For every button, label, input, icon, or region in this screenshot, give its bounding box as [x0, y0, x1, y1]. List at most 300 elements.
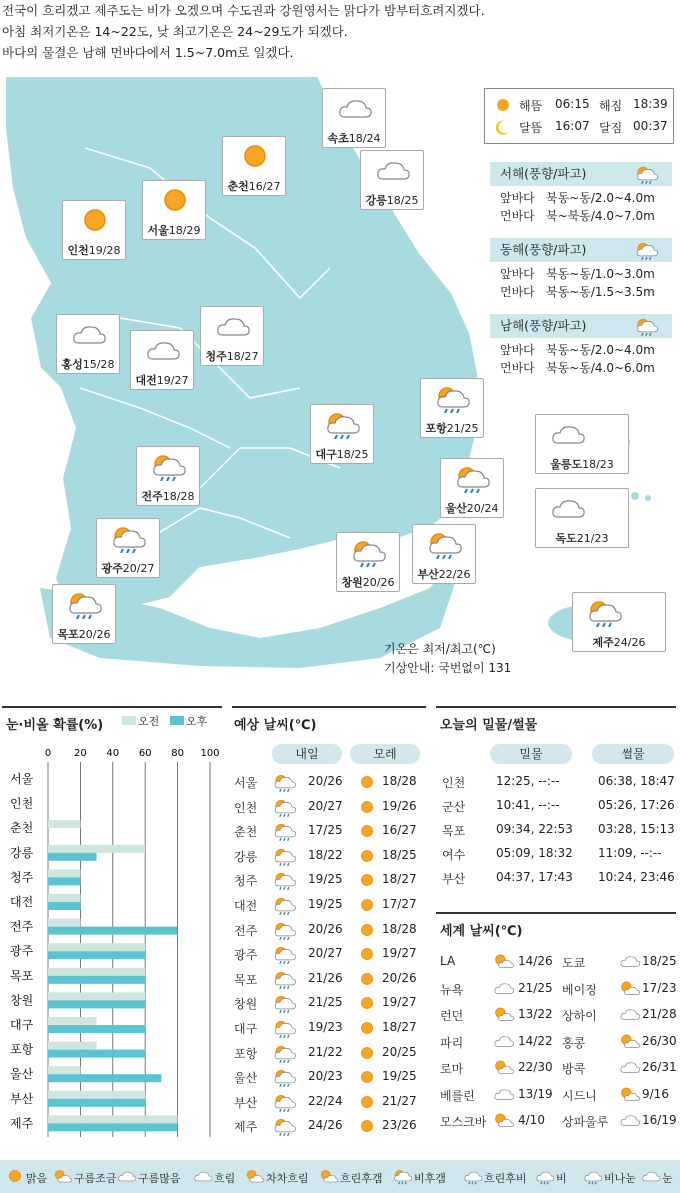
forecast-rule — [232, 706, 426, 708]
legend-item: 차차흐림 — [266, 1172, 309, 1185]
partly-rain-icon — [272, 870, 298, 890]
forecast-tomorrow: 17/25 — [308, 823, 343, 838]
map-city-temp: 20/24 — [466, 502, 499, 515]
forecast-dayafter: 19/25 — [382, 1069, 417, 1084]
map-city-name: 제주 — [592, 636, 614, 649]
world-t1: 21/25 — [518, 980, 553, 995]
bar-pm — [48, 853, 97, 861]
category-label: 강릉 — [10, 845, 34, 860]
chart-rule — [2, 706, 222, 708]
map-city-18 — [572, 592, 666, 652]
partly-cloudy-icon — [492, 1111, 516, 1129]
map-city-13 — [412, 524, 476, 584]
sunny-icon — [356, 895, 378, 915]
moonset-time: 00:37 — [633, 119, 668, 133]
sun-icon — [495, 97, 511, 113]
sunrise-label: 해뜸 — [519, 99, 543, 113]
tide-city: 목포 — [442, 824, 466, 838]
sunny-icon — [4, 1167, 26, 1185]
forecast-city: 포항 — [234, 1046, 258, 1061]
map-city-name: 목포 — [57, 628, 79, 641]
world-title: 세계 날씨(℃) — [440, 924, 523, 939]
forecast-dayafter: 17/27 — [382, 897, 417, 911]
forecast-city: 제주 — [234, 1120, 258, 1135]
bar-am — [48, 1042, 97, 1050]
partly-rain-icon — [272, 772, 298, 792]
sunny-icon — [155, 185, 195, 215]
map-city-name: 대전 — [135, 374, 157, 387]
bar-am — [48, 869, 80, 877]
bar-am — [48, 1066, 80, 1074]
bar-am — [48, 1091, 145, 1099]
map-city-6 — [200, 306, 264, 366]
world-t2: 26/31 — [642, 1060, 677, 1074]
partly-cloudy-icon — [52, 1167, 74, 1185]
map-city-3 — [142, 180, 206, 240]
cloudy-icon — [618, 1005, 642, 1023]
world-t2: 26/30 — [642, 1033, 677, 1048]
world-t1: 14/26 — [518, 954, 553, 968]
cloudy-icon — [192, 1167, 214, 1185]
partly-rain-icon — [272, 1067, 298, 1087]
tide-title: 오늘의 밀물/썰물 — [440, 718, 538, 733]
forecast-city: 부산 — [234, 1095, 258, 1110]
map-city-name: 속초 — [327, 132, 349, 145]
world-t2: 16/19 — [642, 1113, 677, 1127]
world-t1: 4/10 — [518, 1113, 545, 1127]
forecast-row — [232, 819, 420, 843]
forecast-dayafter: 19/26 — [382, 798, 417, 813]
legend-item: 비후갬 — [414, 1172, 446, 1185]
world-c2: 방콕 — [562, 1062, 586, 1076]
legend-item: 흐림 — [214, 1172, 236, 1185]
partly-rain-icon — [272, 821, 298, 841]
forecast-row — [232, 991, 420, 1015]
forecast-title: 예상 날씨(℃) — [234, 718, 317, 733]
category-label: 인천 — [10, 796, 34, 811]
category-label: 제주 — [10, 1116, 34, 1131]
partly-rain-icon — [634, 240, 660, 260]
partly-cloudy-icon — [492, 1058, 516, 1076]
forecast-col-dayafter: 모레 — [350, 744, 420, 764]
cloudy-icon — [618, 1058, 642, 1076]
bar-am — [48, 820, 80, 828]
map-city-name: 창원 — [341, 576, 363, 589]
forecast-tomorrow: 20/23 — [308, 1069, 343, 1084]
forecast-city: 인천 — [234, 800, 258, 815]
map-city-name: 강릉 — [365, 194, 387, 207]
world-row — [438, 1001, 678, 1027]
tide-row — [440, 794, 676, 818]
forecast-dayafter: 18/27 — [382, 1020, 417, 1034]
legend-item: 구름조금 — [74, 1172, 117, 1185]
sunny-icon — [356, 969, 378, 989]
forecast-tomorrow: 22/24 — [308, 1093, 343, 1108]
bar-pm — [48, 1050, 145, 1058]
forecast-tomorrow: 20/27 — [308, 946, 343, 961]
map-city-temp: 15/28 — [82, 358, 115, 371]
bar-am — [48, 1017, 97, 1025]
world-c1: 런던 — [440, 1009, 464, 1023]
map-city-name: 포항 — [425, 422, 447, 435]
forecast-dayafter: 20/25 — [382, 1044, 417, 1059]
map-city-temp: 19/28 — [88, 244, 121, 257]
forecast-city: 창원 — [234, 997, 258, 1012]
category-label: 부산 — [10, 1091, 34, 1106]
bar-am — [48, 968, 145, 976]
bar-am — [48, 1115, 178, 1123]
legend-item: 흐린후갬 — [340, 1172, 383, 1185]
partly-cloudy-icon — [492, 952, 516, 970]
moonrise-label: 달뜸 — [519, 121, 543, 135]
sunny-icon — [356, 1116, 378, 1136]
bar-pm — [48, 927, 178, 935]
partly-rain-icon — [272, 1092, 298, 1112]
forecast-row — [232, 770, 420, 794]
forecast-dayafter: 23/26 — [382, 1118, 417, 1133]
forecast-dayafter: 19/27 — [382, 995, 417, 1010]
forecast-tomorrow: 21/26 — [308, 970, 343, 985]
bar-pm — [48, 877, 80, 885]
forecast-tomorrow: 21/22 — [308, 1044, 343, 1059]
tide-high: 09:34, 22:53 — [496, 822, 573, 836]
forecast-dayafter: 18/28 — [382, 921, 417, 936]
map-city-temp: 18/24 — [348, 132, 381, 145]
category-label: 포항 — [10, 1042, 34, 1057]
partly-rain-icon — [272, 1018, 298, 1038]
forecast-city: 목포 — [234, 972, 258, 987]
sunny-icon — [356, 1018, 378, 1038]
map-city-temp: 16/27 — [248, 180, 281, 193]
sunrise-time: 06:15 — [555, 97, 590, 111]
map-city-temp: 20/26 — [362, 576, 395, 589]
tide-col-high: 밀물 — [490, 744, 572, 764]
tide-high: 04:37, 17:43 — [496, 870, 573, 884]
tide-city: 부산 — [442, 872, 466, 886]
bar-am — [48, 919, 80, 927]
forecast-city: 전주 — [234, 923, 258, 938]
map-city-name: 광주 — [101, 562, 123, 575]
world-c1: 베를린 — [440, 1088, 475, 1103]
forecast-tomorrow: 20/27 — [308, 798, 343, 813]
world-t2: 21/28 — [642, 1007, 677, 1021]
tide-low: 05:26, 17:26 — [598, 798, 675, 812]
world-c2: 도쿄 — [562, 956, 586, 970]
x-tick-80: 80 — [171, 748, 184, 759]
map-city-temp: 20/26 — [78, 628, 111, 641]
bar-pm — [48, 1025, 145, 1033]
map-city-name: 독도 — [555, 532, 577, 545]
partly-rain-icon — [272, 846, 298, 866]
sea-far-value: 북~북동/4.0~7.0m — [546, 209, 655, 223]
partly-rain-icon — [109, 523, 149, 553]
category-label: 대전 — [10, 895, 34, 909]
forecast-tomorrow: 20/26 — [308, 921, 343, 936]
map-city-16 — [535, 414, 629, 474]
map-city-temp: 18/25 — [386, 194, 419, 207]
forecast-city: 서울 — [234, 776, 258, 790]
bar-pm — [48, 1000, 145, 1008]
partly-rain-icon — [272, 944, 298, 964]
map-city-17 — [535, 488, 629, 548]
tide-low: 06:38, 18:47 — [598, 774, 675, 788]
forecast-row — [232, 1065, 420, 1089]
world-t1: 14/22 — [518, 1033, 553, 1048]
partly-rain-icon — [585, 597, 625, 627]
sea-far_label: 먼바다 — [500, 209, 535, 223]
sunset-time: 18:39 — [633, 97, 668, 111]
tide-row — [440, 818, 676, 842]
partly-rain-icon — [634, 316, 660, 336]
partly-rain-icon — [272, 797, 298, 817]
world-c2: 상파울루 — [562, 1115, 609, 1129]
sunny-icon — [356, 993, 378, 1013]
sunny-icon — [356, 846, 378, 866]
world-c1: 모스크바 — [440, 1115, 487, 1129]
forecast-city: 대구 — [234, 1022, 258, 1036]
sea-far_label: 먼바다 — [500, 285, 535, 299]
legend-item: 비나눈 — [604, 1172, 636, 1185]
cloudy-icon — [116, 1167, 138, 1185]
sunny-icon — [356, 1067, 378, 1087]
world-c2: 베이징 — [562, 982, 597, 997]
map-city-15 — [52, 584, 116, 644]
rain-icon — [534, 1167, 556, 1185]
sunset-label: 해짐 — [599, 99, 623, 113]
world-row — [438, 1028, 678, 1054]
sunny-icon — [356, 797, 378, 817]
sunny-icon — [356, 1092, 378, 1112]
world-t2: 18/25 — [642, 954, 677, 968]
tide-rule — [436, 706, 676, 708]
tide-row — [440, 842, 676, 866]
sea-front-value: 북동~동/1.0~3.0m — [546, 267, 655, 281]
tide-col-low: 썰물 — [592, 744, 674, 764]
bar-pm — [48, 976, 145, 984]
partly-cloudy-icon — [618, 979, 642, 997]
world-rule — [436, 912, 676, 914]
legend-pm-label: 오후 — [186, 715, 208, 728]
world-c2: 홍콩 — [562, 1035, 586, 1050]
forecast-city: 광주 — [234, 948, 258, 963]
forecast-tomorrow: 24/26 — [308, 1118, 343, 1133]
cloudy-icon — [640, 1167, 662, 1185]
map-city-name: 인천 — [67, 244, 89, 257]
legend-pm-swatch — [170, 716, 184, 725]
sea-front_label: 앞바다 — [500, 343, 535, 357]
world-t2: 17/23 — [642, 980, 677, 995]
world-t1: 13/22 — [518, 1007, 553, 1021]
map-city-name: 울릉도 — [550, 458, 583, 471]
tide-high: 05:09, 18:32 — [496, 846, 573, 860]
sea-far_label: 먼바다 — [500, 361, 535, 375]
partly-rain-icon — [272, 1116, 298, 1136]
sea-far-value: 북동~동/1.5~3.5m — [546, 285, 655, 299]
cloudy-icon — [373, 155, 413, 185]
headline-line-1: 전국이 흐리겠고 제주도는 비가 오겠으며 수도권과 강원영서는 맑다가 밤부터흐려지겠다. — [2, 3, 485, 18]
partly-rain-icon — [272, 1043, 298, 1063]
category-label: 창원 — [10, 993, 34, 1008]
sea-title-2: 남해(풍향/파고) — [490, 314, 672, 338]
forecast-dayafter: 21/27 — [382, 1093, 417, 1108]
forecast-col-tomorrow: 내일 — [272, 744, 342, 764]
world-c2: 시드니 — [562, 1088, 597, 1103]
sunny-icon — [356, 1043, 378, 1063]
forecast-tomorrow: 19/25 — [308, 897, 343, 911]
sunny-icon — [75, 205, 115, 235]
tide-row — [440, 866, 676, 890]
map-city-14 — [336, 532, 400, 592]
sea-far-value: 북동~동/4.0~6.0m — [546, 361, 655, 375]
partly-cloudy-icon — [244, 1167, 266, 1185]
partly-cloudy-icon — [618, 1032, 642, 1050]
sunny-icon — [356, 944, 378, 964]
cloudy-icon — [618, 952, 642, 970]
x-tick-20: 20 — [74, 748, 87, 759]
forecast-dayafter: 18/28 — [382, 774, 417, 788]
partly-rain-icon — [433, 383, 473, 413]
category-label: 대구 — [10, 1018, 34, 1032]
map-city-7 — [130, 330, 194, 390]
map-city-12 — [96, 518, 160, 578]
bar-pm — [48, 1099, 145, 1107]
forecast-tomorrow: 21/25 — [308, 995, 343, 1010]
legend-am-swatch — [122, 716, 136, 725]
map-city-temp: 24/26 — [613, 636, 646, 649]
sun-moon-box — [484, 88, 674, 144]
rain-icon — [582, 1167, 604, 1185]
tide-low: 10:24, 23:46 — [598, 870, 675, 884]
icon-legend — [0, 1160, 680, 1193]
map-city-temp: 21/23 — [576, 532, 609, 545]
map-city-temp: 18/25 — [336, 448, 369, 461]
headline-line-2: 아침 최저기온은 14~22도, 낮 최고기온은 24~29도가 되겠다. — [2, 24, 348, 39]
forecast-tomorrow: 19/23 — [308, 1020, 343, 1034]
category-label: 서울 — [10, 772, 34, 786]
cloudy-icon — [618, 1111, 642, 1129]
world-row — [438, 975, 678, 1001]
sea-front_label: 앞바다 — [500, 267, 535, 281]
chart-title: 눈·비올 확률(%) — [6, 718, 104, 733]
tide-low: 03:28, 15:13 — [598, 822, 675, 836]
forecast-city: 울산 — [234, 1071, 258, 1086]
cloudy-icon — [492, 1085, 516, 1103]
forecast-city: 강릉 — [234, 849, 258, 864]
map-city-name: 전주 — [141, 490, 163, 503]
map-note-1: 기온은 최저/최고(℃) — [384, 642, 496, 656]
map-city-temp: 18/23 — [582, 458, 614, 471]
world-row — [438, 1107, 678, 1133]
partly-cloudy-icon — [618, 1085, 642, 1103]
x-tick-100: 100 — [200, 748, 220, 759]
moonset-label: 달짐 — [599, 121, 623, 135]
forecast-row — [232, 1114, 420, 1138]
map-city-temp: 21/25 — [446, 422, 479, 435]
headline-line-3: 바다의 물결은 남해 먼바다에서 1.5~7.0m로 일겠다. — [2, 45, 294, 60]
x-tick-40: 40 — [106, 748, 120, 759]
cloudy-icon — [143, 335, 183, 365]
forecast-dayafter: 20/26 — [382, 970, 417, 985]
cloudy-icon — [69, 319, 109, 349]
category-label: 울산 — [10, 1067, 34, 1082]
rain-icon — [462, 1167, 484, 1185]
forecast-dayafter: 19/27 — [382, 946, 417, 961]
forecast-row — [232, 1041, 420, 1065]
forecast-dayafter: 18/25 — [382, 847, 417, 862]
forecast-row — [232, 868, 420, 892]
tide-row — [440, 770, 676, 794]
world-t2: 9/16 — [642, 1086, 669, 1101]
map-city-temp: 22/26 — [438, 568, 471, 581]
map-city-name: 대구 — [315, 448, 337, 461]
map-city-9 — [310, 404, 374, 464]
map-note-2: 기상안내: 국번없이 131 — [384, 661, 512, 675]
tide-city: 군산 — [442, 800, 466, 814]
forecast-row — [232, 893, 420, 917]
cloudy-icon — [492, 979, 516, 997]
forecast-row — [232, 795, 420, 819]
map-city-2 — [360, 150, 424, 210]
precip-chart — [0, 740, 225, 1150]
partly-rain-icon — [392, 1167, 414, 1185]
world-row — [438, 1081, 678, 1107]
category-label: 광주 — [10, 944, 34, 959]
map-city-temp: 20/27 — [122, 562, 155, 575]
sunny-icon — [356, 821, 378, 841]
category-label: 목포 — [10, 968, 34, 983]
map-city-11 — [440, 458, 504, 518]
x-tick-0: 0 — [44, 748, 52, 759]
map-city-temp: 18/27 — [226, 350, 259, 363]
forecast-dayafter: 16/27 — [382, 823, 417, 838]
category-label: 춘천 — [10, 821, 34, 836]
map-city-temp: 19/27 — [156, 374, 189, 387]
world-row — [438, 948, 678, 974]
partly-rain-icon — [272, 920, 298, 940]
map-city-10 — [136, 446, 200, 506]
sunny-icon — [356, 920, 378, 940]
bar-am — [48, 943, 145, 951]
cloudy-icon — [548, 493, 588, 523]
world-t1: 22/30 — [518, 1060, 553, 1074]
partly-rain-icon — [272, 895, 298, 915]
sunny-icon — [235, 141, 275, 171]
sunny-icon — [356, 772, 378, 792]
map-city-8 — [420, 378, 484, 438]
world-c1: 로마 — [440, 1062, 464, 1076]
tide-high: 12:25, --:-- — [496, 774, 560, 788]
partly-rain-icon — [323, 409, 363, 439]
legend-item: 눈 — [662, 1172, 673, 1185]
sea-front-value: 북동~동/2.0~4.0m — [546, 191, 655, 205]
partly-rain-icon — [149, 451, 189, 481]
partly-rain-icon — [425, 529, 465, 559]
legend-item: 흐린후비 — [484, 1172, 527, 1185]
map-city-name: 울산 — [445, 502, 467, 515]
world-c1: LA — [440, 954, 456, 968]
map-city-0 — [322, 88, 386, 148]
forecast-row — [232, 1090, 420, 1114]
tide-city: 여수 — [442, 848, 466, 862]
tide-low: 11:09, --:-- — [598, 846, 662, 860]
map-city-temp: 18/29 — [168, 224, 201, 237]
world-c2: 상하이 — [562, 1009, 597, 1023]
sea-title-1: 동해(풍향/파고) — [490, 238, 672, 262]
legend-item: 구름많음 — [138, 1172, 181, 1185]
partly-cloudy-icon — [318, 1167, 340, 1185]
world-t1: 13/19 — [518, 1086, 553, 1101]
forecast-row — [232, 967, 420, 991]
